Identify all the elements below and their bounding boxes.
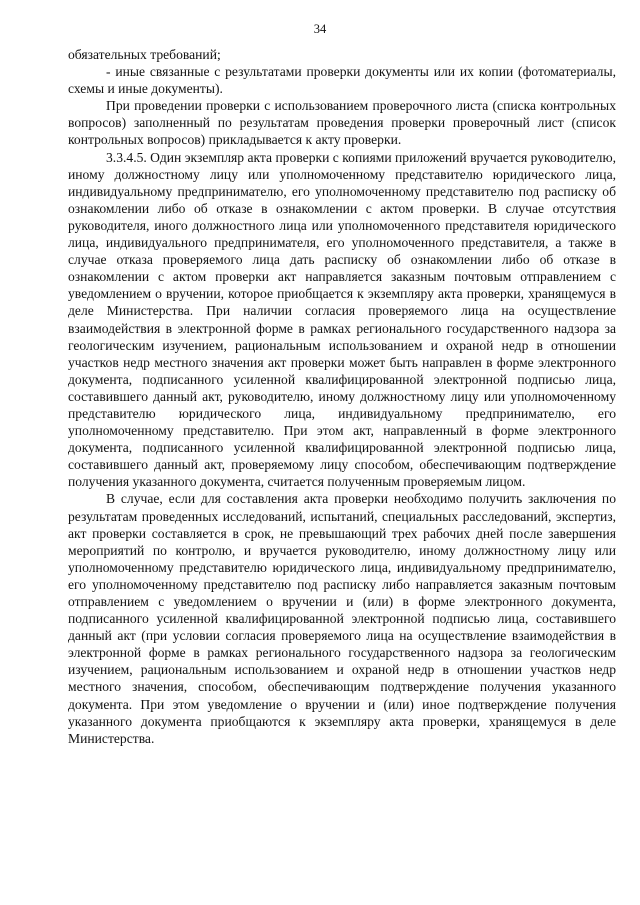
document-body (68, 46, 616, 747)
paragraph-requirements-end: обязательных требований; (68, 47, 221, 62)
paragraph-other-documents: - иные связанные с результатами проверки документы или их копии (фотоматериалы, схемы и иные документы). (68, 64, 616, 97)
paragraph-3-3-4-5: 3.3.4.5. Один экземпляр акта проверки с копиями приложений вручается руководителю, иному должностному лицу или уполномоченному представителю юридического лица, индивидуальному предпринимателю, его уполномоченному представителю под расписку об ознакомлении либо об отказе в ознакомлении с актом проверки. В случае отсутствия руководителя, иного должностного лица или уполномоченного представителя юридического лица, индивидуального предпринимателя, его уполномоченного представителя, а также в случае отказа проверяемого лица дать расписку об ознакомлении либо об отказе в ознакомлении с актом проверки акт направляется заказным почтовым отправлением с уведомлением о вручении, которое приобщается к экземпляру акта проверки, хранящемуся в деле Министерства. При наличии согласия проверяемого лица на осуществление взаимодействия в электронной форме в рамках регионального государственного надзора за геологическим изучением, рациональным использованием и охраной недр в отношении участков недр местного значения акт проверки может быть направлен в форме электронного документа, подписанного усиленной квалифицированной электронной подписью лица, составившего данный акт, руководителю, иному должностному лицу или уполномоченному представителю юридического лица, индивидуальному предпринимателю, его уполномоченному представителю. При этом акт, направленный в форме электронного документа, подписанного усиленной квалифицированной электронной подписью лица, составившего данный акт, проверяемому лицу способом, обеспечивающим подтверждение получения указанного документа, считается полученным проверяемым лицом. (68, 149, 616, 490)
paragraph-expert-conclusions: В случае, если для составления акта проверки необходимо получить заключения по результатам проведенных исследований, испытаний, специальных расследований, экспертиз, акт проверки составляется в срок, не превышающий трех рабочих дней после завершения мероприятий по контролю, и вручается руководителю, иному должностному лицу или уполномоченному представителю юридического лица, индивидуальному предпринимателю, его уполномоченному представителю под расписку либо направляется заказным почтовым отправлением с уведомлением о вручении и (или) в форме электронного документа, подписанного усиленной квалифицированной электронной подписью лица, составившего данный акт (при условии согласия проверяемого лица на осуществление взаимодействия в электронной форме в рамках регионального государственного надзора за геологическим изучением, рациональным использованием и охраной недр в отношении участков недр местного значения, способом, обеспечивающим подтверждение получения указанного документа. При этом уведомление о вручении и (или) иное подтверждение получения указанного документа приобщаются к экземпляру акта проверки, хранящемуся в деле Министерства. (68, 491, 616, 746)
paragraph-checklist: При проведении проверки с использованием проверочного листа (списка контрольных вопросов) заполненный по результатам проведения проверки проверочный лист (список контрольных вопросов) прикладывается к акту проверки. (68, 98, 616, 148)
page-number: 34 (313, 22, 327, 36)
